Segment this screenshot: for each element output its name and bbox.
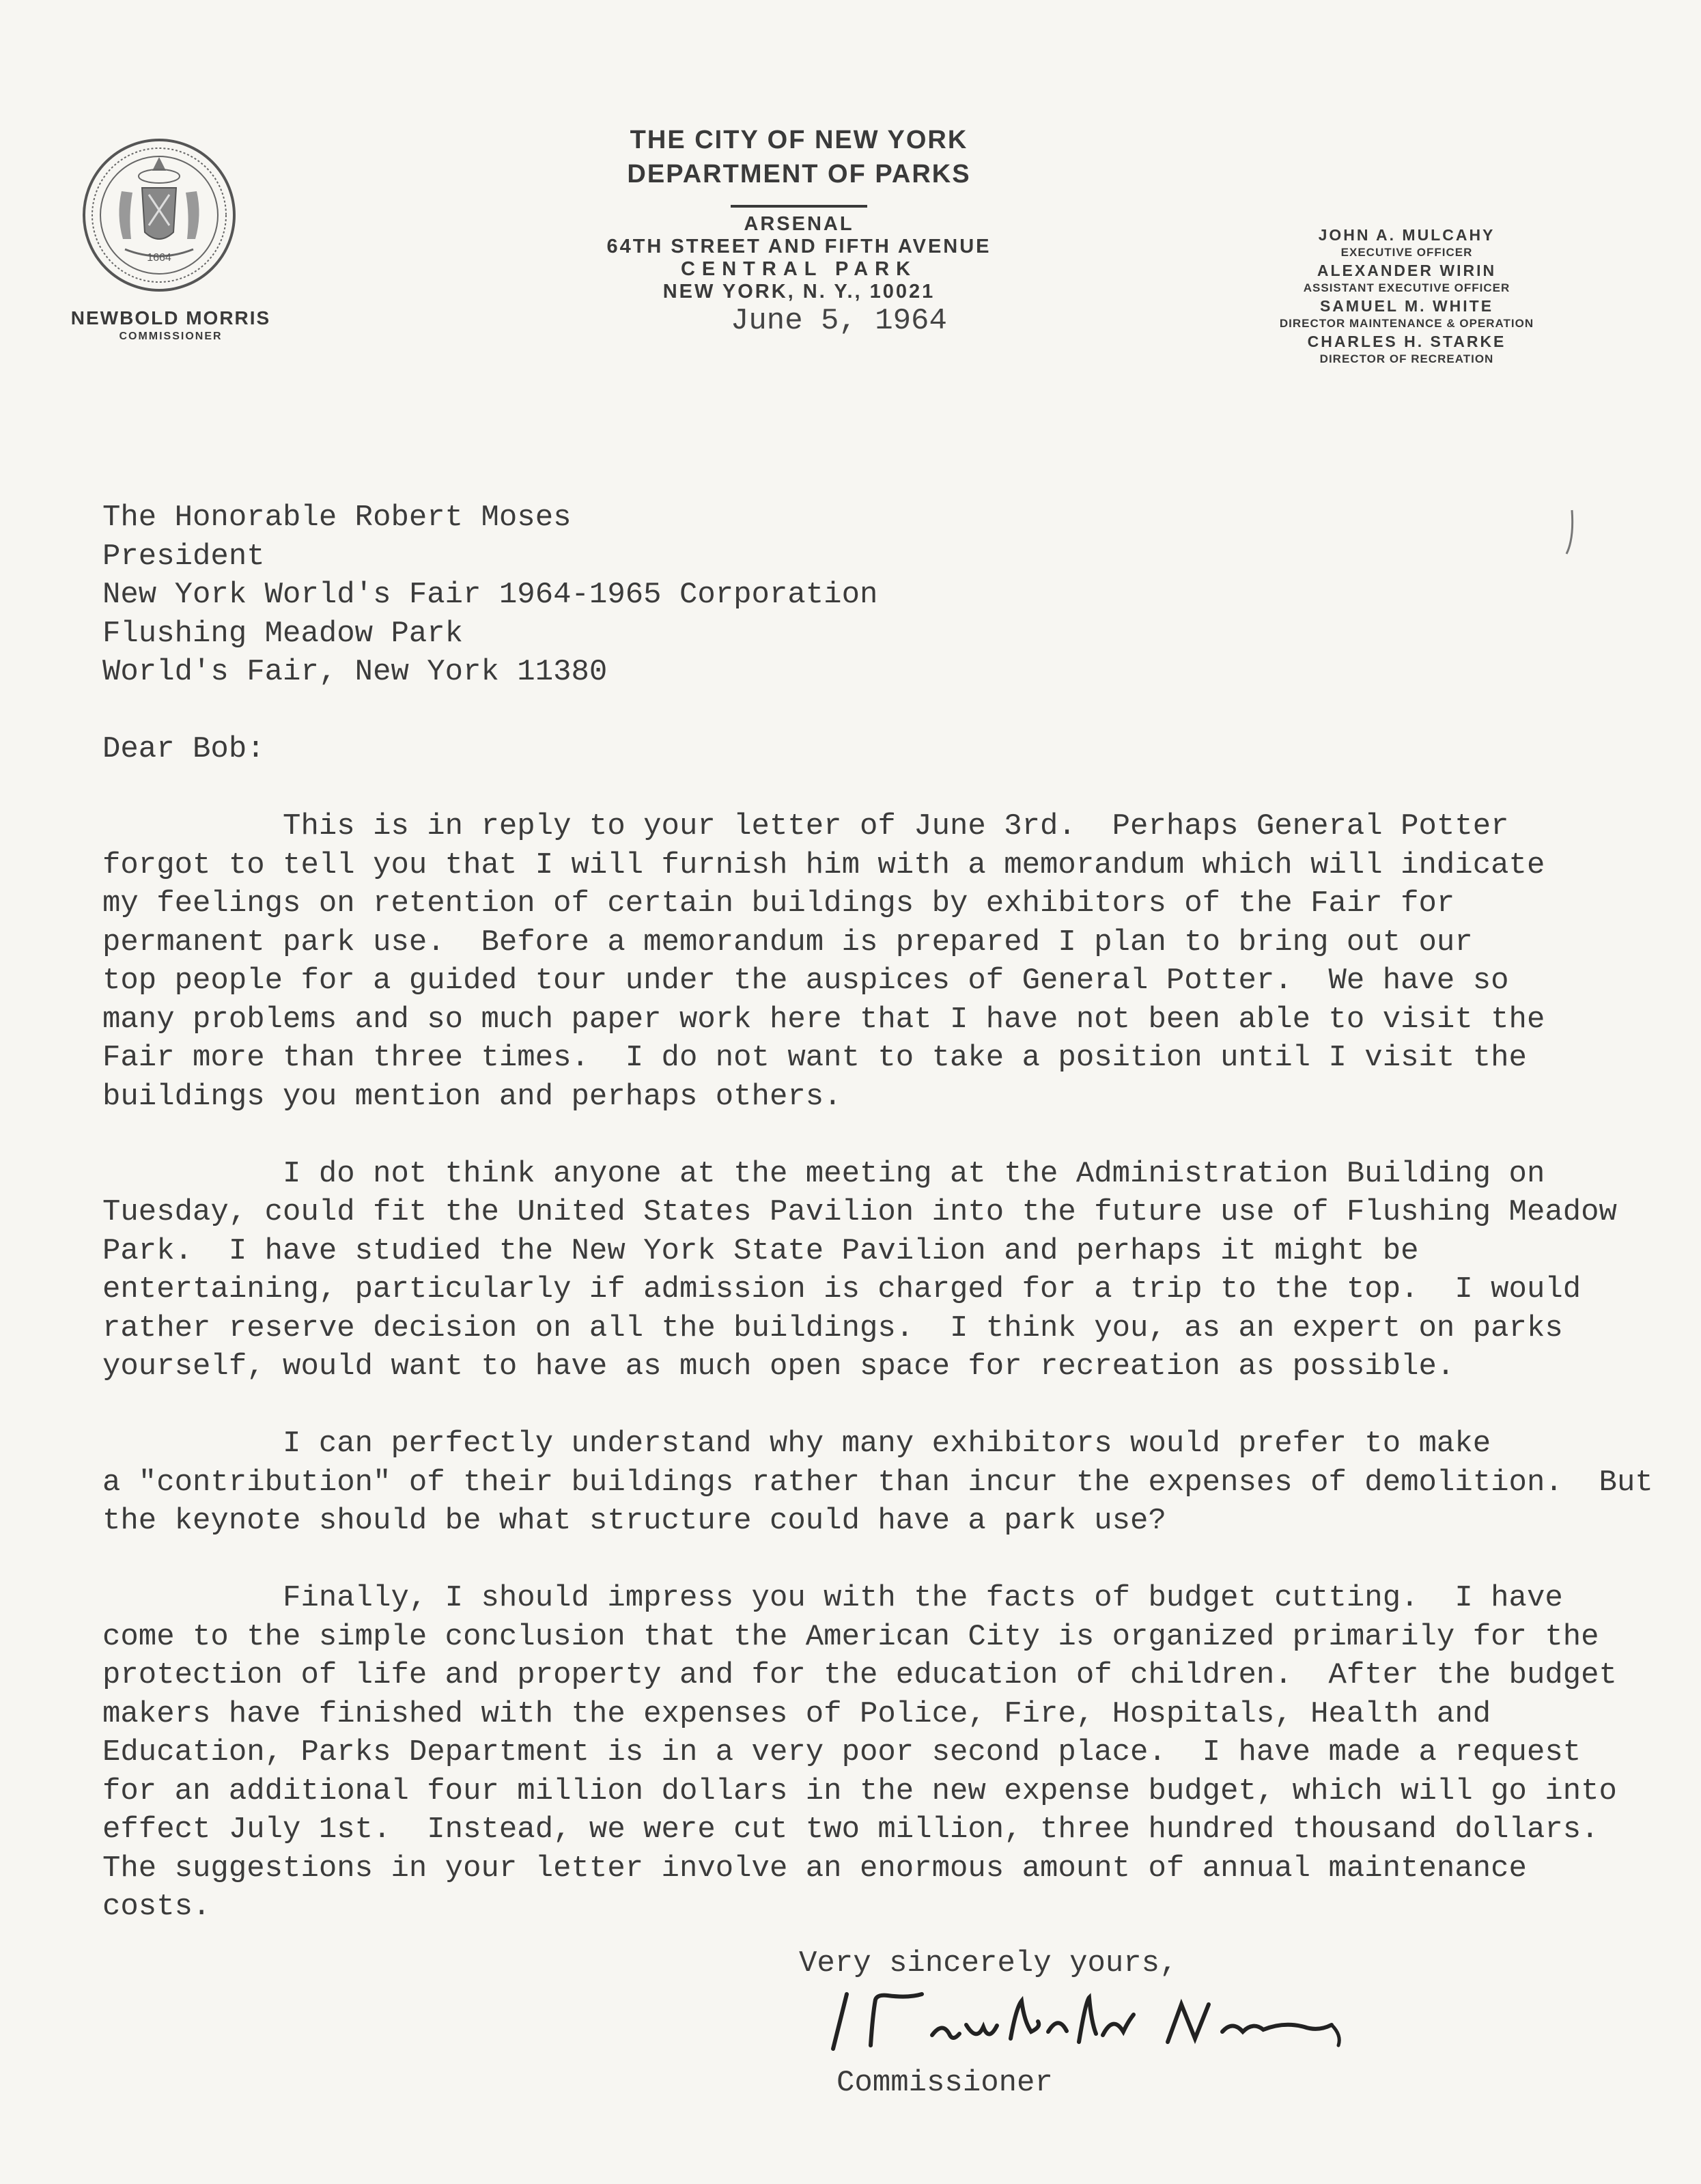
address-line: ARSENAL <box>744 213 854 235</box>
paragraph <box>102 1579 1625 1927</box>
paragraph-line: Park. I have studied the New York State Pavilion and perhaps it might be <box>102 1233 1419 1268</box>
paragraph-line: top people for a guided tour under the auspices of General Potter. We have so <box>102 964 1509 998</box>
officer-title: DIRECTOR OF RECREATION <box>1319 352 1494 365</box>
commissioner-name: NEWBOLD MORRIS <box>70 307 271 328</box>
paragraph-line: Education, Parks Department is in a very poor second place. I have made a request <box>102 1735 1581 1769</box>
paragraph-line: forgot to tell you that I will furnish him with a memorandum which will indicate <box>102 848 1545 882</box>
paragraph-line: come to the simple conclusion that the American City is organized primarily for the <box>102 1619 1599 1654</box>
paragraph-line: the keynote should be what structure could have a park use? <box>102 1504 1166 1538</box>
paragraph-line: yourself, would want to have as much open space for recreation as possible. <box>102 1349 1455 1384</box>
letter-body <box>102 499 1653 1927</box>
paragraph-line: for an additional four million dollars in the new expense budget, which will go into <box>102 1774 1617 1808</box>
paragraph-line: I can perfectly understand why many exhibitors would prefer to make <box>102 1427 1491 1461</box>
paragraph-line: buildings you mention and perhaps others. <box>102 1079 842 1114</box>
department-name: DEPARTMENT OF PARKS <box>627 160 971 188</box>
signature-title: Commissioner <box>837 2066 1053 2100</box>
officer <box>1188 332 1625 367</box>
paragraph-line: This is in reply to your letter of June 3rd. Perhaps General Potter <box>102 809 1509 843</box>
officer <box>1188 296 1625 332</box>
address-line: NEW YORK, N. Y., 10021 <box>662 281 936 303</box>
paragraph <box>102 807 1625 1116</box>
recipient-line: New York World's Fair 1964-1965 Corporation <box>102 578 878 612</box>
officer-name: SAMUEL M. WHITE <box>1319 297 1494 315</box>
officer-title: EXECUTIVE OFFICER <box>1340 246 1473 259</box>
paragraph-line: many problems and so much paper work here that I have not been able to visit the <box>102 1002 1545 1037</box>
paragraph-line: makers have finished with the expenses of Police, Fire, Hospitals, Health and <box>102 1696 1491 1731</box>
address-line: CENTRAL PARK <box>680 258 918 280</box>
paragraph <box>102 1155 1625 1386</box>
letter-date: June 5, 1964 <box>731 304 947 338</box>
officer-name: ALEXANDER WIRIN <box>1317 262 1497 279</box>
paragraph-line: a "contribution" of their buildings rather than incur the expenses of demolition. But <box>102 1465 1653 1500</box>
paragraph-line: my feelings on retention of certain buildings by exhibitors of the Fair for <box>102 886 1455 921</box>
paragraph-line: Fair more than three times. I do not want to take a position until I visit the <box>102 1041 1527 1075</box>
paragraph-line: The suggestions in your letter involve an enormous amount of annual maintenance <box>102 1851 1527 1886</box>
commissioner-block <box>27 307 314 343</box>
paragraph-line: entertaining, particularly if admission is charged for a trip to the top. I would <box>102 1272 1581 1306</box>
signature <box>813 1974 1373 2062</box>
commissioner-title: COMMISSIONER <box>119 331 223 342</box>
officers-list <box>1188 225 1625 367</box>
recipient-line: Flushing Meadow Park <box>102 616 464 651</box>
officer-name: CHARLES H. STARKE <box>1307 333 1506 350</box>
paragraph <box>102 1425 1653 1541</box>
city-name: THE CITY OF NEW YORK <box>630 126 968 154</box>
paragraph-line: permanent park use. Before a memorandum is prepared I plan to bring out our <box>102 925 1473 960</box>
paragraph-line: I do not think anyone at the meeting at the Administration Building on <box>102 1156 1545 1191</box>
officer <box>1188 225 1625 261</box>
city-seal-icon <box>81 137 238 294</box>
paragraph-line: Finally, I should impress you with the facts of budget cutting. I have <box>102 1581 1563 1615</box>
paragraph-line: costs. <box>102 1890 211 1924</box>
paragraph-line: Tuesday, could fit the United States Pavilion into the future use of Flushing Meadow <box>102 1195 1617 1229</box>
recipient-line: The Honorable Robert Moses <box>102 501 572 535</box>
recipient-address <box>102 499 1625 692</box>
paragraph-line: protection of life and property and for the education of children. After the budget <box>102 1658 1617 1692</box>
recipient-line: President <box>102 539 265 574</box>
seal-year: 1664 <box>147 252 171 264</box>
officer-name: JOHN A. MULCAHY <box>1318 226 1495 244</box>
officer <box>1188 261 1625 296</box>
officer-title: ASSISTANT EXECUTIVE OFFICER <box>1303 281 1510 294</box>
paragraph-line: rather reserve decision on all the buildings. I think you, as an expert on parks <box>102 1311 1563 1345</box>
salutation: Dear Bob: <box>102 732 265 766</box>
letterhead-divider <box>731 205 867 208</box>
letterhead-center <box>519 123 1079 303</box>
officer-title: DIRECTOR MAINTENANCE & OPERATION <box>1279 317 1534 330</box>
address-line: 64TH STREET AND FIFTH AVENUE <box>606 236 992 257</box>
paragraph-line: effect July 1st. Instead, we were cut two million, three hundred thousand dollars. <box>102 1812 1599 1847</box>
closing: Very sincerely yours, <box>799 1946 1178 1980</box>
recipient-line: World's Fair, New York 11380 <box>102 655 608 689</box>
